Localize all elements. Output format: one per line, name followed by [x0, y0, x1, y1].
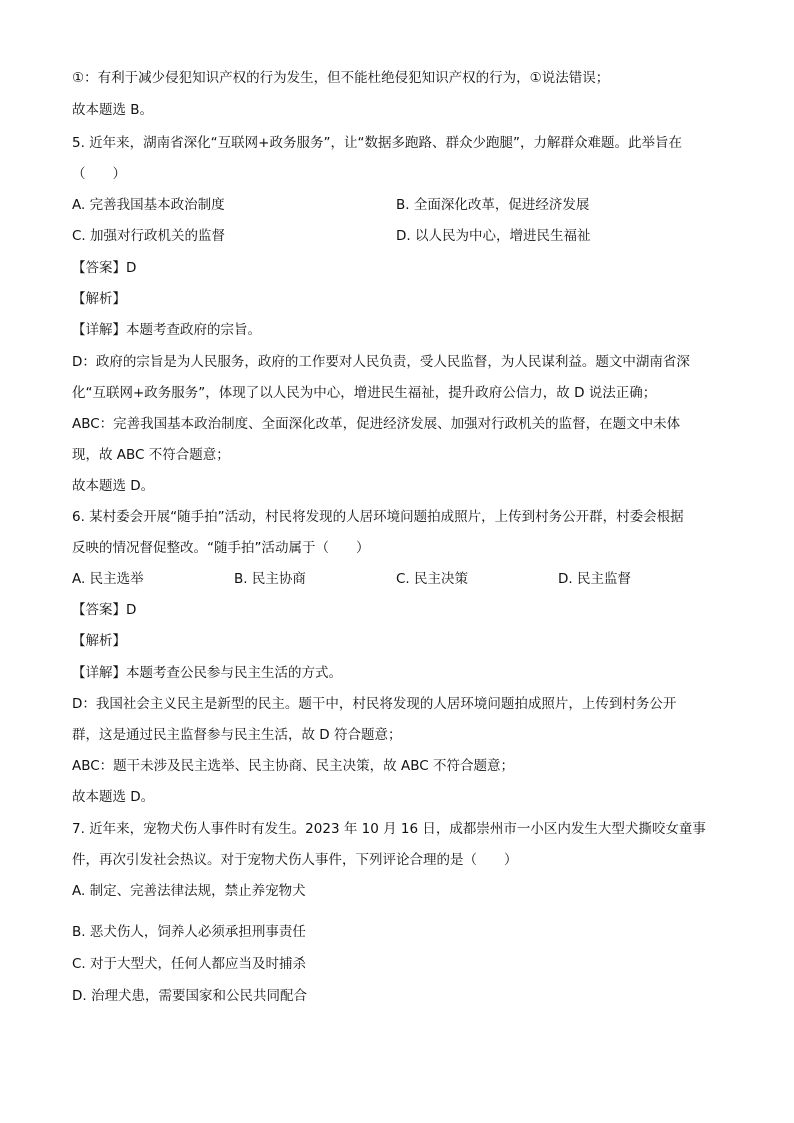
- q5-option-c: C. 加强对行政机关的监督: [72, 228, 226, 244]
- q7-stem-line-2: 件，再次引发社会热议。对于宠物犬伤人事件，下列评论合理的是（ ）: [72, 852, 518, 868]
- q6-option-b: B. 民主协商: [234, 571, 306, 587]
- q7-option-b: B. 恶犬伤人，饲养人必须承担刑事责任: [72, 924, 306, 940]
- q5-conclusion: 故本题选 D。: [72, 478, 155, 494]
- q6-option-c: C. 民主决策: [396, 571, 469, 587]
- q5-explanation-d-2: 化“互联网+政务服务”，体现了以人民为中心，增进民生福祉，提升政府公信力，故 D 说法正确；: [72, 385, 657, 401]
- q6-explanation-abc: ABC：题干未涉及民主选举、民主协商、民主决策，故 ABC 不符合题意；: [72, 758, 514, 774]
- q7-stem-line-1: 7. 近年来，宠物犬伤人事件时有发生。2023 年 10 月 16 日，成都崇州市一小区内发生大型犬撕咬女童事: [72, 821, 706, 837]
- q6-explanation-d-2: 群，这是通过民主监督参与民主生活，故 D 符合题意；: [72, 727, 402, 743]
- q5-analysis-heading: 【解析】: [72, 291, 126, 307]
- q6-option-d: D. 民主监督: [558, 571, 631, 587]
- q6-explanation-d-1: D：我国社会主义民主是新型的民主。题干中，村民将发现的人居环境问题拍成照片，上传到村务公开: [72, 696, 677, 712]
- q5-detail: 【详解】本题考查政府的宗旨。: [72, 322, 261, 338]
- q6-stem-line-2: 反映的情况督促整改。“随手拍”活动属于（ ）: [72, 540, 370, 556]
- q6-conclusion: 故本题选 D。: [72, 789, 155, 805]
- q5-stem-line-2: （ ）: [72, 166, 126, 182]
- q6-stem-line-1: 6. 某村委会开展“随手拍”活动，村民将发现的人居环境问题拍成照片，上传到村务公开群，村委会根据: [72, 509, 684, 525]
- q7-option-a: A. 制定、完善法律法规，禁止养宠物犬: [72, 883, 306, 899]
- conclusion-line: 故本题选 B。: [72, 102, 154, 118]
- q6-detail: 【详解】本题考查公民参与民主生活的方式。: [72, 665, 342, 681]
- q5-option-a: A. 完善我国基本政治制度: [72, 197, 225, 213]
- q5-explanation-d-1: D：政府的宗旨是为人民服务，政府的工作要对人民负责，受人民监督，为人民谋利益。题文中湖南省深: [72, 354, 690, 370]
- q6-answer: 【答案】D: [72, 602, 137, 618]
- q5-answer: 【答案】D: [72, 260, 137, 276]
- analysis-line: ①：有利于减少侵犯知识产权的行为发生，但不能杜绝侵犯知识产权的行为，①说法错误；: [72, 70, 610, 86]
- q5-option-b: B. 全面深化改革，促进经济发展: [396, 197, 590, 213]
- q6-option-a: A. 民主选举: [72, 571, 144, 587]
- q5-stem-line-1: 5. 近年来，湖南省深化“互联网+政务服务”，让“数据多跑路、群众少跑腿”，力解群众难题。此举旨在: [72, 135, 682, 151]
- q6-analysis-heading: 【解析】: [72, 633, 126, 649]
- q7-option-d: D. 治理犬患，需要国家和公民共同配合: [72, 988, 307, 1004]
- q5-explanation-abc-1: ABC：完善我国基本政治制度、全面深化改革，促进经济发展、加强对行政机关的监督，在题文中未体: [72, 416, 681, 432]
- q5-option-d: D. 以人民为中心，增进民生福祉: [396, 228, 591, 244]
- q7-option-c: C. 对于大型犬，任何人都应当及时捕杀: [72, 956, 307, 972]
- q5-explanation-abc-2: 现，故 ABC 不符合题意；: [72, 447, 230, 463]
